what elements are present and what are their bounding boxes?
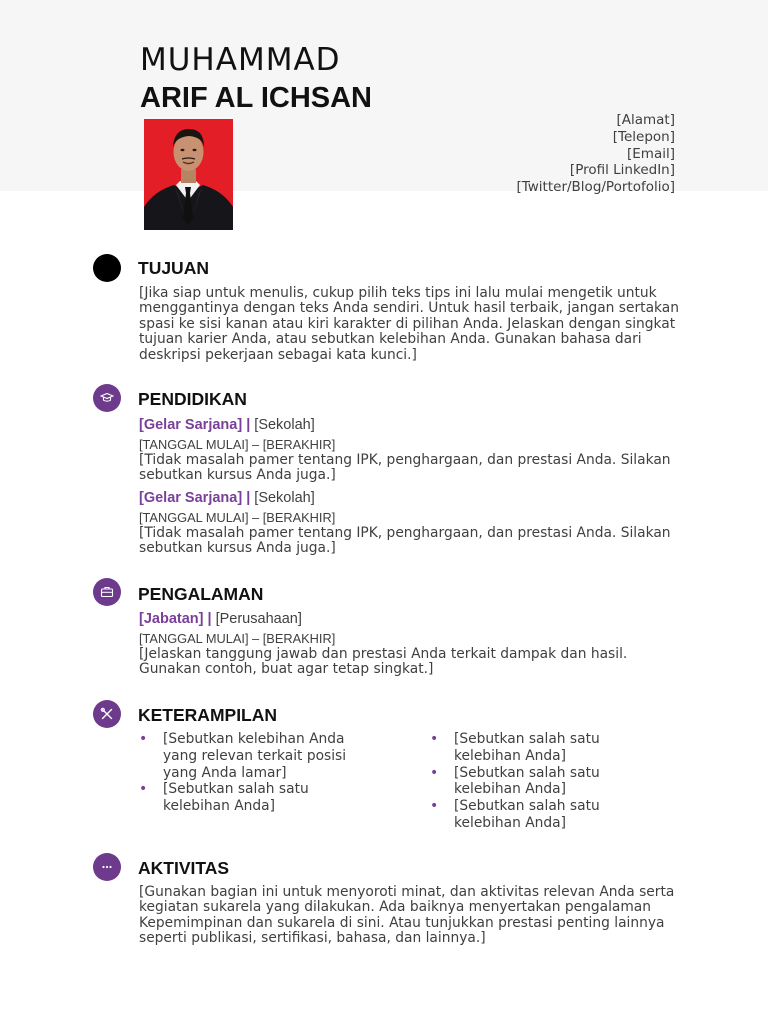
education-entry-2-heading [139,490,315,506]
education-entry-1-heading [139,417,315,433]
briefcase-icon [93,578,121,606]
skills-right-list [430,731,635,832]
education-entry-2-dates: [TANGGAL MULAI] – [BERAKHIR] [139,510,336,525]
experience-entry-1-dates: [TANGGAL MULAI] – [BERAKHIR] [139,631,336,646]
profile-photo [144,119,233,230]
education-entry-2-school: [Sekolah] [254,490,315,506]
tools-icon [93,700,121,728]
list-item: • [Sebutkan salah satu kelebihan Anda] [430,765,635,799]
section-title-skills: KETERAMPILAN [138,705,278,725]
skills-left-list [139,731,379,815]
experience-entry-1-company: [Perusahaan] [215,611,302,627]
contact-info [516,112,675,196]
contact-email: [Email] [627,145,675,162]
experience-entry-1-position: [Jabatan] [139,611,204,627]
last-name: ARIF AL ICHSAN [140,82,372,114]
list-item: • [Sebutkan salah satu kelebihan Anda] [430,731,635,765]
education-entry-1-degree: [Gelar Sarjana] [139,417,243,433]
education-entry-1-dates: [TANGGAL MULAI] – [BERAKHIR] [139,437,336,452]
experience-entry-1-separator: | [207,611,212,627]
education-entry-1-separator: | [246,417,251,433]
education-entry-2-degree: [Gelar Sarjana] [139,490,243,506]
education-entry-1-description: [Tidak masalah pamer tentang IPK, penghargaan, dan prestasi Anda. Silakan sebutkan kursus Anda juga.] [139,452,671,484]
circle-icon [93,254,121,282]
objective-text: [Jika siap untuk menulis, cukup pilih teks tips ini lalu mulai mengetik untuk menggantinya dengan teks Anda sendiri. Untuk hasil terbaik, jangan sertakan spasi ke sisi kanan atau kiri karakter di pilihan Anda. Jelaskan dengan singkat tujuan karier Anda, atau sebutkan kelebihan Anda. Gunakan bahasa dari deskripsi pekerjaan sebagai kata kunci.] [139,285,679,363]
section-title-experience: PENGALAMAN [138,584,264,604]
section-title-activities: AKTIVITAS [138,858,230,878]
contact-phone: [Telepon] [612,128,675,145]
contact-address: [Alamat] [616,112,675,128]
graduation-cap-icon [93,384,121,412]
section-title-education: PENDIDIKAN [138,389,247,409]
education-entry-2-separator: | [246,490,251,506]
more-dots-icon [93,853,121,881]
portrait-icon [144,119,233,230]
experience-entry-1-heading [139,611,302,627]
experience-entry-1-description: [Jelaskan tanggung jawab dan prestasi Anda terkait dampak dan hasil. Gunakan contoh, buat agar tetap singkat.] [139,646,628,678]
education-entry-1-school: [Sekolah] [254,417,315,433]
education-entry-2-description: [Tidak masalah pamer tentang IPK, penghargaan, dan prestasi Anda. Silakan sebutkan kursus Anda juga.] [139,525,671,557]
list-item: • [Sebutkan salah satu kelebihan Anda] [430,798,635,832]
activities-text: [Gunakan bagian ini untuk menyoroti minat, dan aktivitas relevan Anda serta kegiatan sukarela yang dilakukan. Ada baiknya menyertakan pengalaman Kepemimpinan dan sukarela di sini. Atau tunjukkan prestasi penting lainnya seperti publikasi, sertifikasi, bahasa, dan lainnya.] [139,884,675,947]
list-item: • [Sebutkan salah satu kelebihan Anda] [139,781,379,815]
list-item: • [Sebutkan kelebihan Anda yang relevan terkait posisi yang Anda lamar] [139,731,379,781]
first-name: MUHAMMAD [140,42,341,78]
section-title-objective: TUJUAN [138,258,209,278]
contact-website: [Twitter/Blog/Portofolio] [516,179,675,196]
contact-linkedin: [Profil LinkedIn] [569,162,675,179]
